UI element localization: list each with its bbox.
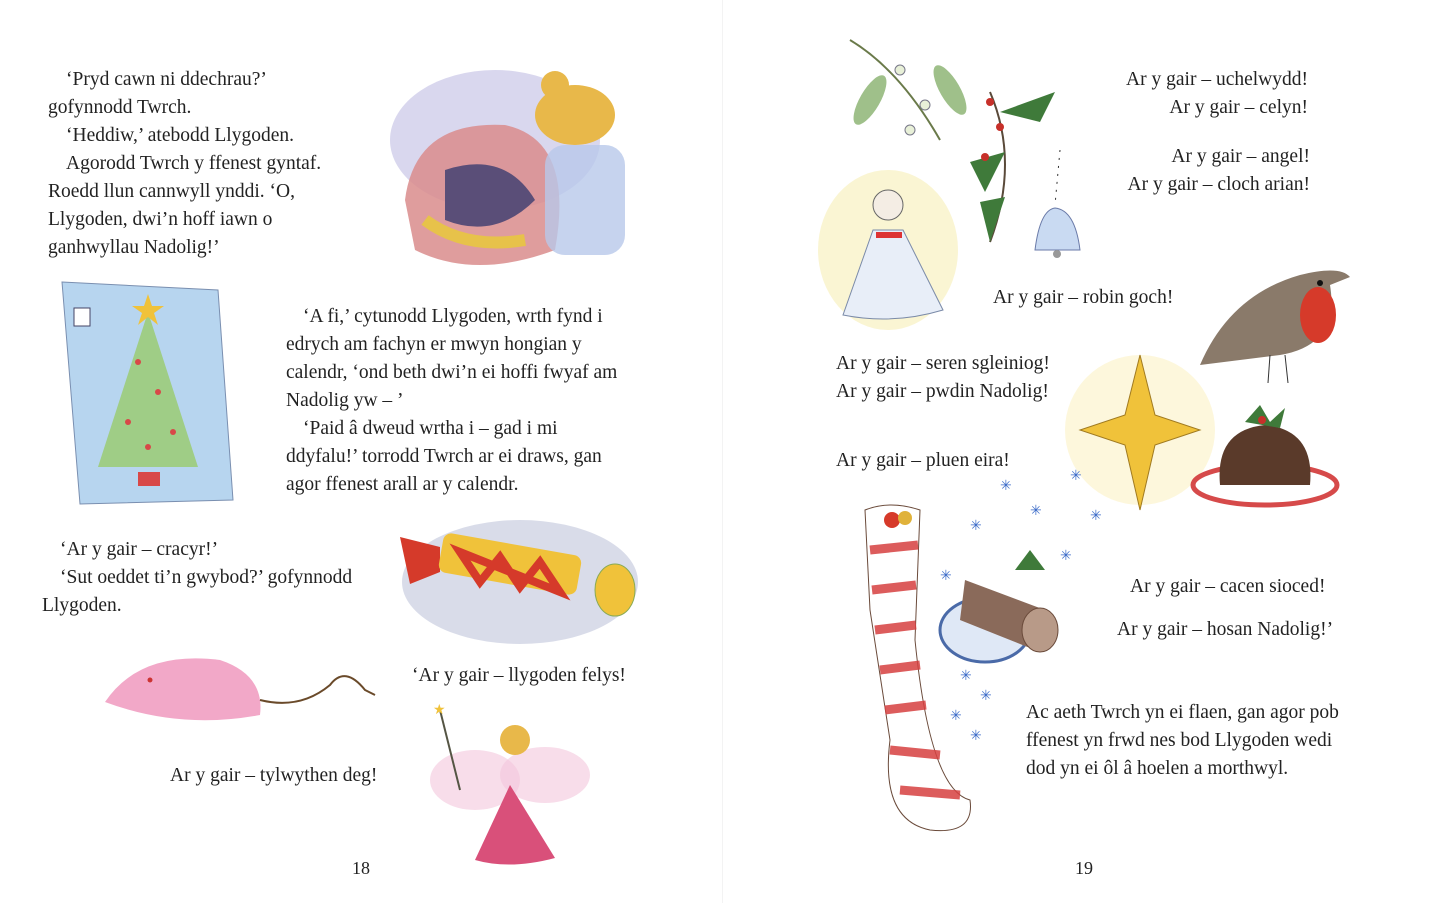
page-number: 18 <box>352 858 370 878</box>
text-line: agor ffenest arall ar y calendr. <box>286 474 519 495</box>
text-line: ddyfalu!’ torrodd Twrch ar ei draws, gan <box>286 446 602 467</box>
sugar-mouse-illustration <box>100 640 380 730</box>
text-line: ‘Heddiw,’ atebodd Llygoden. <box>66 125 294 146</box>
svg-text:✳: ✳ <box>970 518 982 534</box>
text-line: Ar y gair – celyn! <box>1169 97 1308 118</box>
svg-text:✳: ✳ <box>1070 468 1082 484</box>
svg-text:✳: ✳ <box>950 708 962 724</box>
text-line: Ar y gair – cloch arian! <box>1127 174 1310 195</box>
text-line: gofynnodd Twrch. <box>48 97 192 118</box>
cracker-illustration <box>400 512 640 647</box>
mouse-and-mole-illustration <box>385 50 655 275</box>
text-line: Ar y gair – angel! <box>1171 146 1310 167</box>
svg-text:✳: ✳ <box>980 688 992 704</box>
text-line: Ac aeth Twrch yn ei flaen, gan agor pob <box>1026 702 1339 723</box>
svg-text:✳: ✳ <box>970 728 982 744</box>
svg-text:✳: ✳ <box>1030 503 1042 519</box>
svg-text:✳: ✳ <box>1090 508 1102 524</box>
bell-illustration <box>1015 150 1085 270</box>
pudding-illustration <box>1190 400 1340 510</box>
svg-text:✳: ✳ <box>960 668 972 684</box>
star-icon: ★ <box>433 702 446 718</box>
text-line: Ar y gair – robin goch! <box>993 287 1174 308</box>
svg-text:✳: ✳ <box>940 568 952 584</box>
text-line: Ar y gair – hosan Nadolig!’ <box>1117 619 1334 640</box>
mistletoe-illustration <box>840 30 970 160</box>
text-line: Ar y gair – cacen sioced! <box>1130 576 1326 597</box>
text-line: Ar y gair – pluen eira! <box>836 450 1010 471</box>
text-line: Ar y gair – uchelwydd! <box>1126 69 1308 90</box>
page-number: 19 <box>1075 858 1093 878</box>
text-line: Nadolig yw – ’ <box>286 390 404 411</box>
angel-illustration <box>818 160 968 330</box>
text-line: Ar y gair – tylwythen deg! <box>170 765 378 786</box>
text-line: dod yn ei ôl â hoelen a morthwyl. <box>1026 758 1289 779</box>
text-line: Llygoden. <box>42 595 122 616</box>
text-line: ‘Ar y gair – cracyr!’ <box>60 539 219 560</box>
text-line: Llygoden, dwi’n hoff iawn o <box>48 209 273 230</box>
snowflakes-illustration <box>930 460 1120 760</box>
text-line: edrych am fachyn er mwyn hongian y <box>286 334 582 355</box>
text-line: ‘Ar y gair – llygoden felys! <box>412 665 626 686</box>
text-line: ‘Paid â dweud wrtha i – gad i mi <box>303 418 558 439</box>
advent-calendar-illustration <box>58 282 236 507</box>
book-gutter <box>722 0 723 903</box>
text-line: Ar y gair – pwdin Nadolig! <box>836 381 1049 402</box>
text-line: Agorodd Twrch y ffenest gyntaf. <box>66 153 322 174</box>
text-line: calendr, ‘ond beth dwi’n ei hoffi fwyaf am <box>286 362 618 383</box>
text-line: ffenest yn frwd nes bod Llygoden wedi <box>1026 730 1333 751</box>
text-line: Ar y gair – seren sgleiniog! <box>836 353 1050 374</box>
text-line: Roedd llun cannwyll ynddi. ‘O, <box>48 181 295 202</box>
svg-text:✳: ✳ <box>1000 478 1012 494</box>
text-line: ‘Sut oeddet ti’n gwybod?’ gofynnodd <box>60 567 353 588</box>
text-line: ganhwyllau Nadolig!’ <box>48 237 220 258</box>
text-line: ‘Pryd cawn ni ddechrau?’ <box>66 69 267 90</box>
svg-text:✳: ✳ <box>1060 548 1072 564</box>
fairy-illustration <box>405 700 605 870</box>
text-line: ‘A fi,’ cytunodd Llygoden, wrth fynd i <box>303 306 603 327</box>
